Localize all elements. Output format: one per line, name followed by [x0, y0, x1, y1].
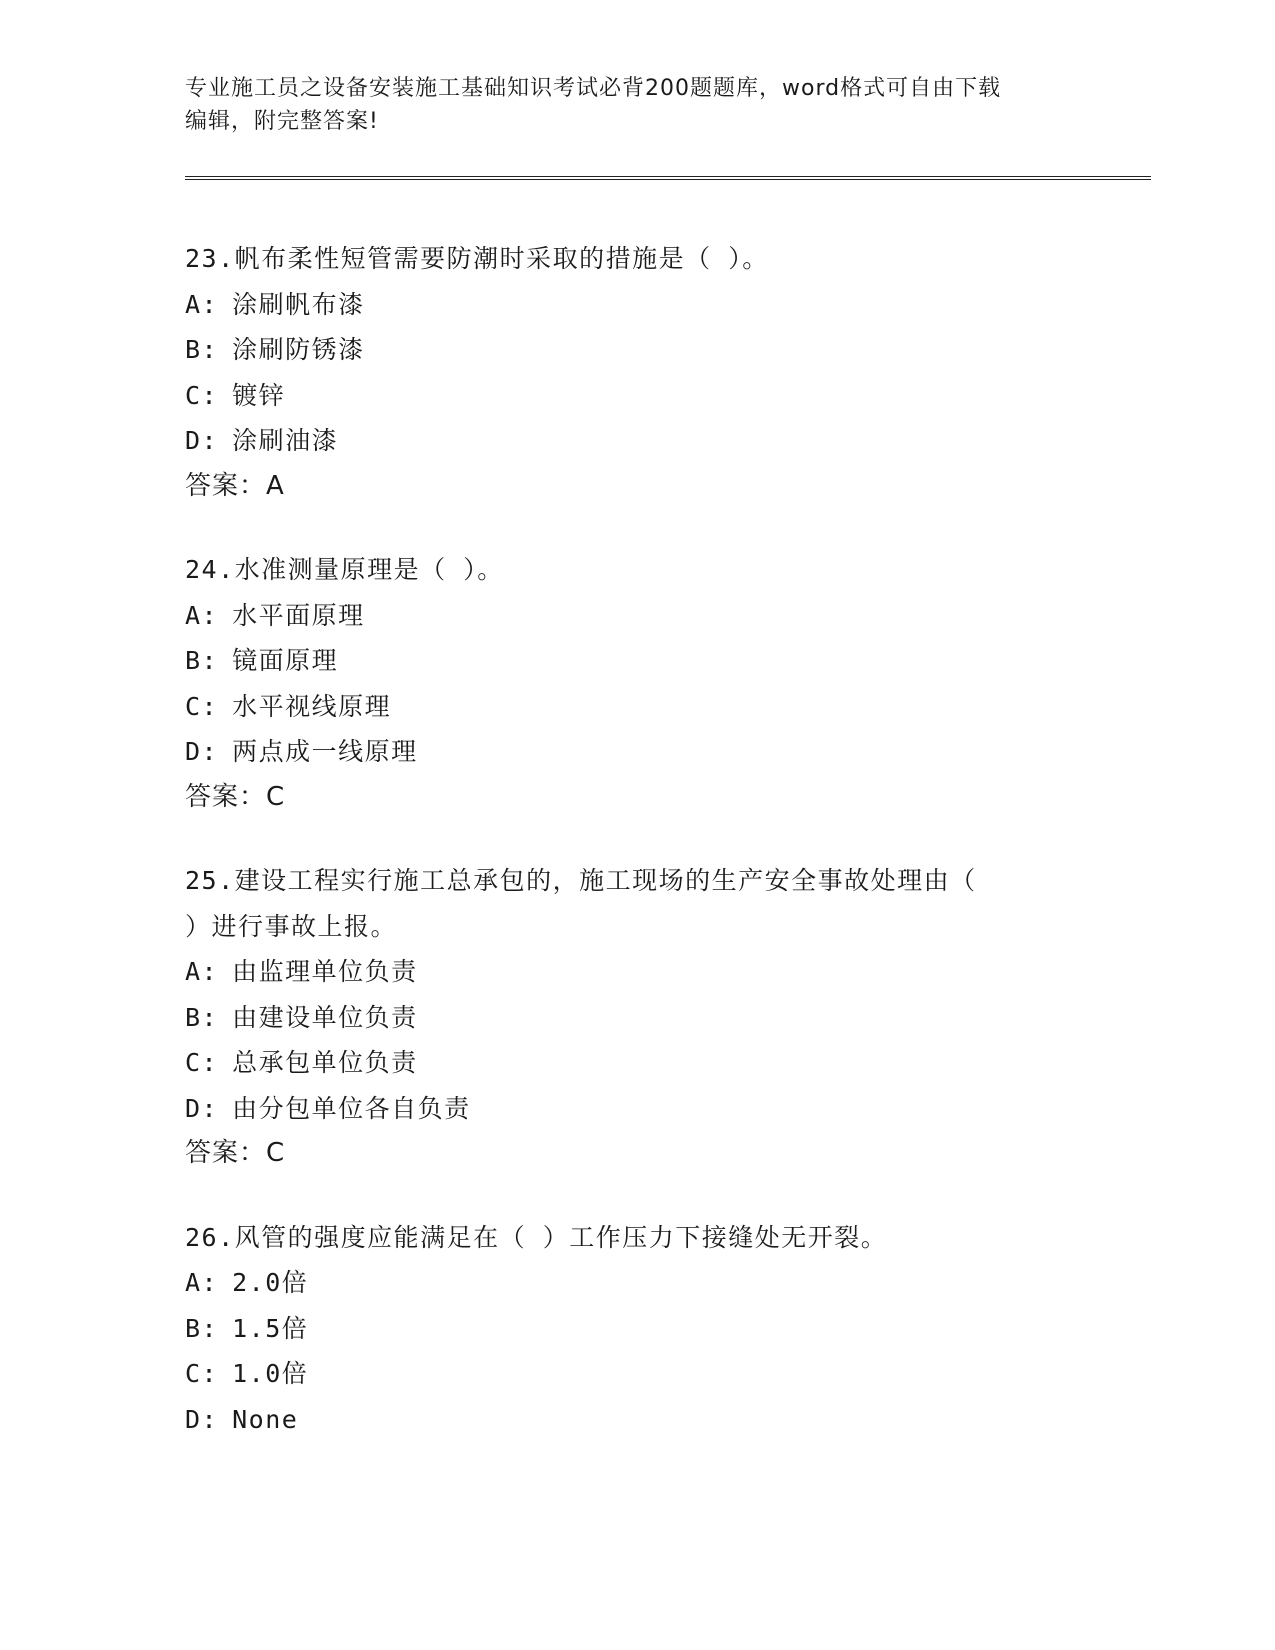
- option-text: 水平面原理: [232, 600, 365, 630]
- option-letter: B:: [185, 1313, 219, 1343]
- option-text: 1.0倍: [232, 1359, 309, 1388]
- option-text: 总承包单位负责: [232, 1048, 418, 1077]
- option-text: 由监理单位负责: [232, 957, 418, 986]
- option-a: [185, 949, 1085, 995]
- option-text: 涂刷防锈漆: [232, 335, 365, 364]
- answer-label: 答案：: [185, 1138, 267, 1168]
- question-list: [185, 236, 1085, 1480]
- option-letter: B:: [185, 1002, 219, 1032]
- option-c: [185, 1040, 1085, 1086]
- option-letter: D:: [185, 426, 219, 455]
- option-text: 1.5倍: [232, 1313, 309, 1343]
- answer-value: C: [266, 1138, 286, 1168]
- question-stem-line: 26.风管的强度应能满足在（ ）工作压力下接缝处无开裂。: [185, 1222, 888, 1252]
- option-letter: C:: [185, 380, 219, 410]
- header-title-line-1: 专业施工员之设备安装施工基础知识考试必背200题题库，word格式可自由下载: [185, 76, 1002, 101]
- question-stem-line: ）进行事故上报。: [185, 911, 398, 941]
- question-24: [185, 547, 1085, 820]
- option-b: [185, 1306, 1085, 1352]
- option-letter: B:: [185, 646, 219, 675]
- header-double-rule: [185, 176, 1151, 180]
- option-c: [185, 373, 1085, 419]
- option-letter: C:: [185, 1359, 219, 1388]
- option-letter: D:: [185, 1093, 219, 1123]
- answer-line: [185, 1131, 1085, 1177]
- option-d: [185, 1397, 1085, 1443]
- option-text: 镜面原理: [232, 646, 339, 675]
- option-c: [185, 684, 1085, 730]
- question-stem: [185, 1215, 1085, 1261]
- option-letter: A:: [185, 957, 219, 986]
- option-text: 涂刷帆布漆: [232, 289, 365, 319]
- answer-line: [185, 775, 1085, 821]
- document-header: [185, 72, 1085, 138]
- option-text: 由分包单位各自负责: [232, 1093, 471, 1123]
- option-d: [185, 729, 1085, 775]
- answer-label: 答案：: [185, 470, 267, 501]
- option-d: [185, 418, 1085, 464]
- option-b: [185, 327, 1085, 373]
- answer-line: [185, 464, 1085, 510]
- option-b: [185, 995, 1085, 1041]
- option-b: [185, 638, 1085, 684]
- option-text: 2.0倍: [232, 1268, 309, 1297]
- answer-value: A: [266, 470, 285, 501]
- option-letter: D:: [185, 737, 219, 766]
- header-title-line-2: 编辑，附完整答案!: [185, 109, 379, 134]
- option-letter: C:: [185, 1048, 219, 1077]
- question-25: [185, 858, 1085, 1177]
- option-letter: A:: [185, 1268, 219, 1297]
- option-letter: A:: [185, 600, 219, 630]
- question-stem-line: 25.建设工程实行施工总承包的，施工现场的生产安全事故处理由（: [185, 866, 977, 895]
- option-text: 两点成一线原理: [232, 737, 418, 766]
- option-d: [185, 1086, 1085, 1132]
- option-text: 水平视线原理: [232, 691, 392, 721]
- option-text: 镀锌: [232, 380, 286, 410]
- question-23: [185, 236, 1085, 509]
- option-letter: A:: [185, 289, 219, 319]
- question-stem-line: 23.帆布柔性短管需要防潮时采取的措施是（ ）。: [185, 244, 769, 273]
- question-stem: [185, 858, 1085, 949]
- question-stem: [185, 547, 1085, 593]
- option-letter: C:: [185, 691, 219, 721]
- option-text: None: [232, 1404, 299, 1434]
- option-text: 由建设单位负责: [232, 1002, 418, 1032]
- option-letter: D:: [185, 1404, 219, 1434]
- option-a: [185, 282, 1085, 328]
- question-stem: [185, 236, 1085, 282]
- option-text: 涂刷油漆: [232, 426, 339, 455]
- question-26: [185, 1215, 1085, 1443]
- option-letter: B:: [185, 335, 219, 364]
- option-c: [185, 1351, 1085, 1397]
- question-stem-line: 24.水准测量原理是（ ）。: [185, 555, 504, 584]
- option-a: [185, 593, 1085, 639]
- option-a: [185, 1260, 1085, 1306]
- answer-label: 答案：: [185, 781, 267, 812]
- answer-value: C: [266, 781, 286, 812]
